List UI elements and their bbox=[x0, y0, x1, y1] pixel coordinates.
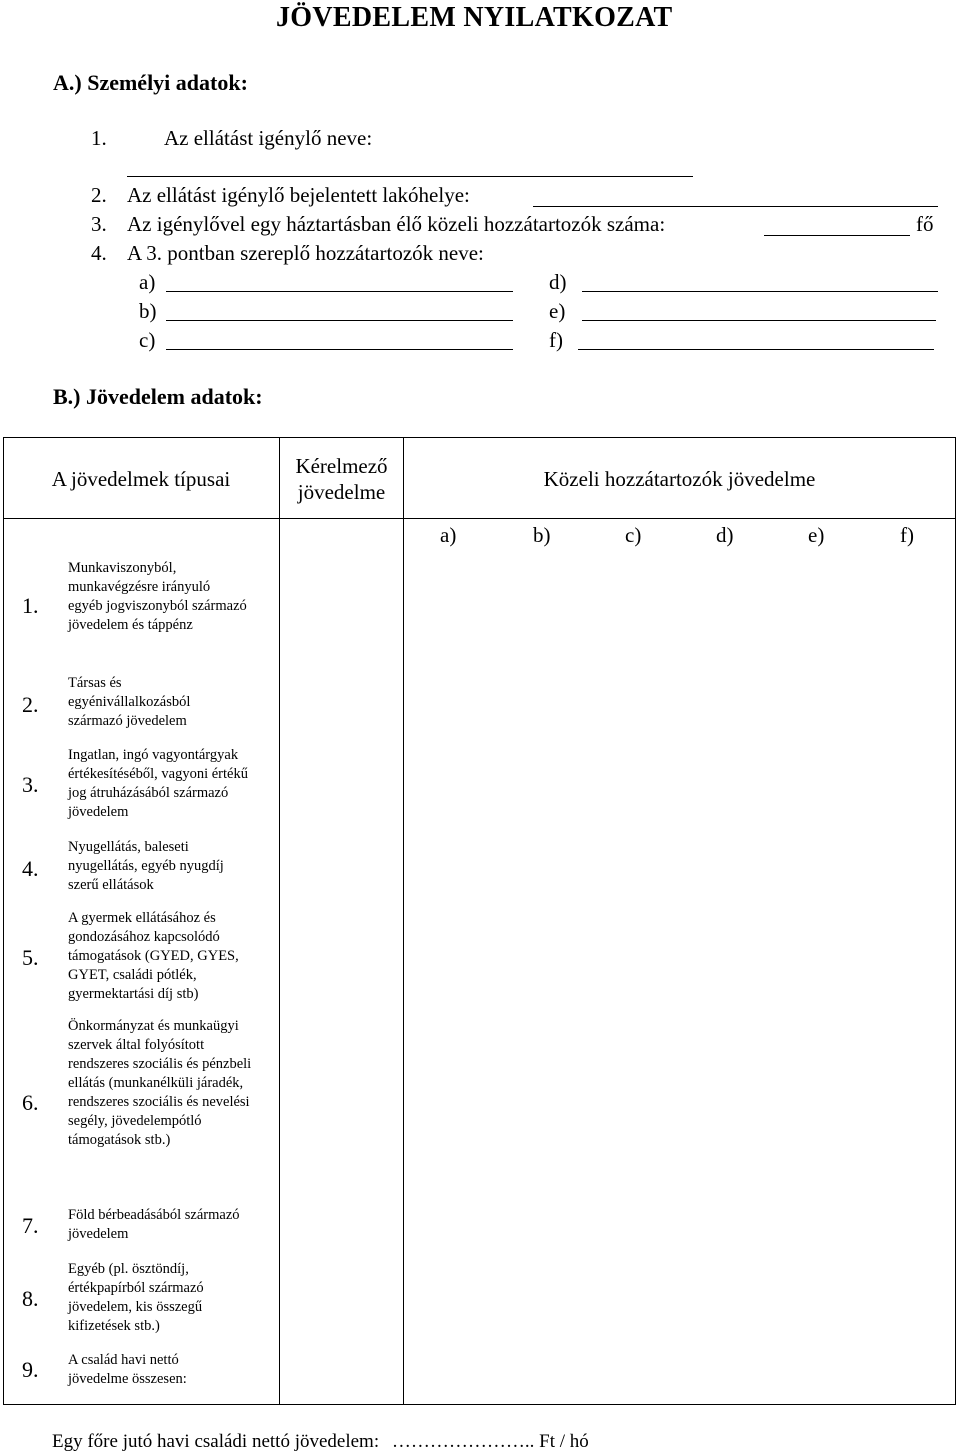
row-3-text: Ingatlan, ingó vagyontárgyak értékesítéséből, vagyoni értékű jog átruházásából származó jövedelem bbox=[68, 747, 248, 820]
row-9-number: 9. bbox=[22, 1357, 39, 1382]
address-field[interactable] bbox=[533, 206, 938, 207]
row-9-text: A család havi nettó jövedelme összesen: bbox=[68, 1352, 187, 1387]
row-1-text: Munkaviszonyból, munkavégzésre irányuló egyéb jogviszonyból származó jövedelem és táppénz bbox=[68, 560, 247, 633]
per-capita-unit: Ft / hó bbox=[539, 1431, 589, 1452]
row-5-number: 5. bbox=[22, 945, 39, 970]
household-count-unit: fő bbox=[916, 212, 934, 236]
row-3-number: 3. bbox=[22, 772, 39, 797]
rel-col-c: c) bbox=[625, 523, 642, 547]
col-header-relatives: Közeli hozzátartozók jövedelme bbox=[543, 467, 816, 491]
row-7-text: Föld bérbeadásából származó jövedelem bbox=[68, 1207, 240, 1242]
relative-e-label: e) bbox=[549, 299, 566, 323]
item-3-label: Az igénylővel egy háztartásban élő közeli hozzátartozók száma: bbox=[127, 212, 666, 236]
row-8-number: 8. bbox=[22, 1286, 39, 1311]
item-2-label: Az ellátást igénylő bejelentett lakóhelye: bbox=[127, 183, 470, 207]
section-a-heading: A.) Személyi adatok: bbox=[53, 70, 248, 95]
page-title: JÖVEDELEM NYILATKOZAT bbox=[276, 2, 673, 33]
item-3-number: 3. bbox=[91, 212, 107, 236]
row-2-number: 2. bbox=[22, 692, 39, 717]
relative-d-label: d) bbox=[549, 270, 567, 294]
per-capita-field[interactable]: ………………….. bbox=[391, 1431, 535, 1452]
rel-col-e: e) bbox=[808, 523, 825, 547]
item-4-label: A 3. pontban szereplő hozzátartozók neve: bbox=[127, 241, 484, 265]
section-b-heading: B.) Jövedelem adatok: bbox=[53, 384, 263, 409]
rel-col-f: f) bbox=[900, 523, 914, 547]
row-8-text: Egyéb (pl. ösztöndíj, értékpapírból származó jövedelem, kis összegű kifizetések stb.) bbox=[68, 1261, 204, 1334]
rel-col-d: d) bbox=[716, 523, 734, 547]
item-1-number: 1. bbox=[91, 126, 107, 150]
row-4-text: Nyugellátás, baleseti nyugellátás, egyéb nyugdíj szerű ellátások bbox=[68, 839, 224, 893]
col-header-types: A jövedelmek típusai bbox=[51, 467, 231, 491]
household-count-field[interactable] bbox=[764, 235, 910, 236]
item-4-number: 4. bbox=[91, 241, 107, 265]
relative-b-label: b) bbox=[139, 299, 157, 323]
row-4-number: 4. bbox=[22, 856, 39, 881]
relative-a-field[interactable] bbox=[166, 291, 513, 292]
rel-col-b: b) bbox=[533, 523, 551, 547]
row-6-number: 6. bbox=[22, 1090, 39, 1115]
relative-a-label: a) bbox=[139, 270, 156, 294]
relative-f-field[interactable] bbox=[578, 349, 934, 350]
per-capita-label: Egy főre jutó havi családi nettó jövedelem: bbox=[52, 1431, 380, 1452]
relative-c-field[interactable] bbox=[166, 349, 513, 350]
col-header-applicant: Kérelmező jövedelme bbox=[295, 454, 388, 504]
row-7-number: 7. bbox=[22, 1213, 39, 1238]
relative-b-field[interactable] bbox=[166, 320, 513, 321]
rel-col-a: a) bbox=[440, 523, 457, 547]
name-field[interactable] bbox=[127, 176, 693, 177]
relative-d-field[interactable] bbox=[582, 291, 938, 292]
item-1-label: Az ellátást igénylő neve: bbox=[164, 126, 373, 150]
row-2-text: Társas és egyénivállalkozásból származó jövedelem bbox=[68, 675, 191, 729]
relative-e-field[interactable] bbox=[582, 320, 936, 321]
row-6-text: Önkormányzat és munkaügyi szervek által folyósított rendszeres szociális és pénzbeli ellátás (munkanélküli járadék, rendszeres szociális és nevelési segély, jövedelempótló támogatások stb.) bbox=[68, 1018, 252, 1148]
row-5-text: A gyermek ellátásához és gondozásához kapcsolódó támogatások (GYED, GYES, GYET, családi pótlék, gyermektartási díj stb) bbox=[68, 910, 239, 1002]
item-2-number: 2. bbox=[91, 183, 107, 207]
relative-c-label: c) bbox=[139, 328, 156, 352]
relative-f-label: f) bbox=[549, 328, 563, 352]
row-1-number: 1. bbox=[22, 593, 39, 618]
per-capita-income-line bbox=[52, 1431, 589, 1453]
